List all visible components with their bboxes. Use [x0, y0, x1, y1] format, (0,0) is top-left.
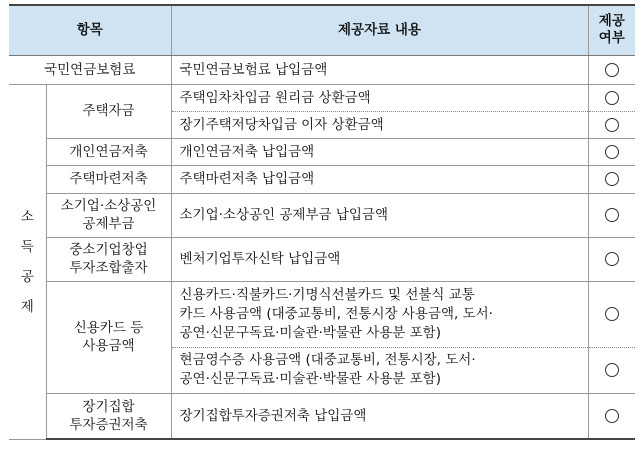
- row-content: 소기업·소상공인 공제부금 납입금액: [171, 193, 588, 237]
- circle-mark-icon: [605, 409, 619, 423]
- provide-cell: [588, 193, 635, 237]
- row-item-line: 소기업·소상공인: [60, 198, 157, 214]
- table-row: [9, 138, 635, 165]
- row-content-line: 현금영수증 사용금액 (대중교통비, 전통시장, 도서·: [179, 352, 476, 368]
- row-item: 주택자금: [46, 84, 171, 138]
- header-provide-text: 제공 여부: [598, 13, 625, 47]
- row-content-line: 카드 사용금액 (대중교통비, 전통시장 사용금액, 도서·: [179, 305, 493, 322]
- row-content-line: 공연·신문구독료·미술관·박물관 사용분 포함): [179, 324, 441, 341]
- tax-data-table: [9, 4, 635, 440]
- row-content: 벤처기업투자신탁 납입금액: [171, 237, 588, 281]
- row-content-line: 공연·신문구독료·미술관·박물관 사용분 포함): [179, 371, 441, 387]
- row-content: [171, 347, 588, 393]
- row-item-line: 투자증권저축: [69, 416, 148, 433]
- row-item-line: 신용카드 등: [73, 320, 144, 336]
- row-item-line: 중소기업창업: [69, 242, 148, 258]
- provide-cell: [588, 55, 635, 84]
- table-row: [9, 165, 635, 193]
- circle-mark-icon: [605, 307, 619, 321]
- section-char: 제: [20, 298, 34, 315]
- row-item: 개인연금저축: [46, 138, 171, 165]
- row-item: [46, 393, 171, 439]
- circle-mark-icon: [605, 363, 619, 377]
- circle-mark-icon: [605, 145, 619, 159]
- header-provide: [588, 5, 635, 55]
- provide-cell: [588, 281, 635, 347]
- table-row: [9, 84, 635, 111]
- row-item: [46, 281, 171, 393]
- section-label-income-deduction: [9, 84, 46, 439]
- provide-cell: [588, 347, 635, 393]
- row-content: 장기주택저당차입금 이자 상환금액: [171, 111, 588, 138]
- circle-mark-icon: [605, 91, 619, 105]
- circle-mark-icon: [605, 63, 619, 77]
- circle-mark-icon: [605, 208, 619, 222]
- row-item: 국민연금보험료: [9, 55, 171, 84]
- circle-mark-icon: [605, 118, 619, 132]
- row-item: [46, 237, 171, 281]
- header-item: 항목: [9, 5, 171, 55]
- row-item: [46, 193, 171, 237]
- provide-cell: [588, 138, 635, 165]
- section-char: 공: [20, 268, 34, 285]
- table-row: [9, 393, 635, 439]
- row-content: 장기집합투자증권저축 납입금액: [171, 393, 588, 439]
- table-row: [9, 193, 635, 237]
- provide-cell: [588, 237, 635, 281]
- section-char: 득: [20, 238, 34, 255]
- table-row: [9, 55, 635, 84]
- row-content: 국민연금보험료 납입금액: [171, 55, 588, 84]
- row-item-line: 사용금액: [82, 338, 135, 354]
- row-content: 주택마련저축 납입금액: [171, 165, 588, 193]
- row-item-line: 투자조합출자: [69, 260, 148, 276]
- circle-mark-icon: [605, 172, 619, 186]
- circle-mark-icon: [605, 252, 619, 266]
- row-content: [171, 281, 588, 347]
- row-content: 주택임차차입금 원리금 상환금액: [171, 84, 588, 111]
- table-row: [9, 281, 635, 347]
- row-item: 주택마련저축: [46, 165, 171, 193]
- provide-cell: [588, 84, 635, 111]
- provide-cell: [588, 393, 635, 439]
- row-item-line: 공제부금: [82, 216, 135, 232]
- header-content: 제공자료 내용: [171, 5, 588, 55]
- table-row: [9, 237, 635, 281]
- row-content: 개인연금저축 납입금액: [171, 138, 588, 165]
- section-char: 소: [20, 208, 34, 225]
- provide-cell: [588, 111, 635, 138]
- table-header-row: [9, 5, 635, 55]
- row-item-line: 장기집합: [82, 398, 135, 415]
- provide-cell: [588, 165, 635, 193]
- row-content-line: 신용카드·직불카드·기명식선불카드 및 선불식 교통: [179, 286, 475, 303]
